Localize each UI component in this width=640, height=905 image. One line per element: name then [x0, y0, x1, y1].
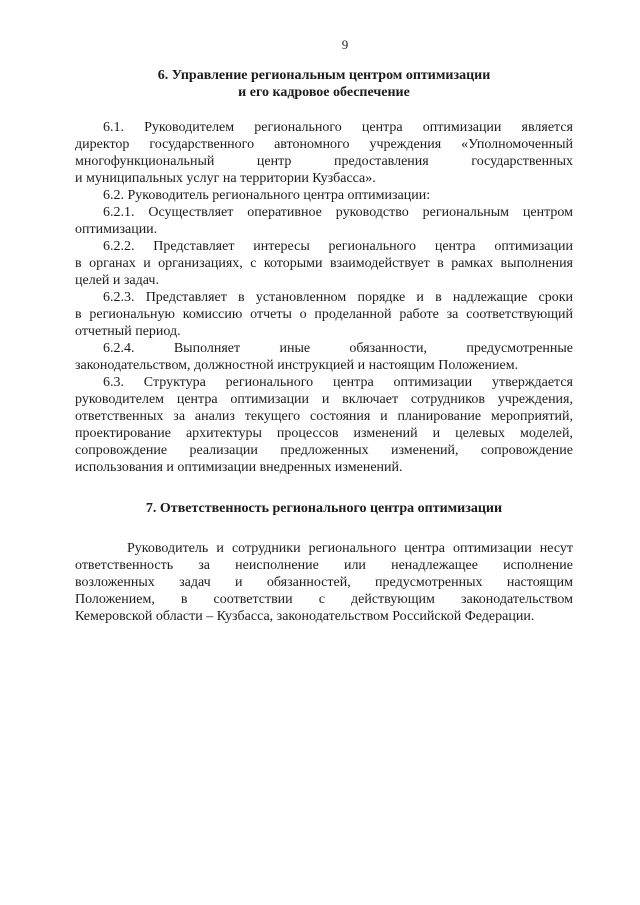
text-line: использования и оптимизации внедренных изменений.	[75, 460, 403, 475]
section-7-heading-line-1: 7. Ответственность регионального центра оптимизации	[145, 501, 503, 516]
page-number: 9	[341, 37, 349, 52]
text-line: 6.2.4. Выполняет иные обязанности, предусмотренные	[103, 341, 573, 356]
section-6-heading	[75, 67, 573, 101]
text-line: руководителем центра оптимизации и включает сотрудников учреждения,	[75, 392, 573, 407]
text-line: 6.2. Руководитель регионального центра оптимизации:	[103, 188, 431, 203]
text-line: 6.2.2. Представляет интересы регионального центра оптимизации	[103, 239, 573, 254]
paragraph-6-2-3	[75, 289, 573, 340]
paragraph-6-2-2	[75, 238, 573, 289]
text-line: в органах и организациях, с которыми взаимодействует в рамках выполнения	[75, 256, 573, 271]
text-line: ответственность за неисполнение или ненадлежащее исполнение	[75, 558, 573, 573]
paragraph-6-2	[75, 187, 573, 204]
paragraph-6-2-1	[75, 204, 573, 238]
section-6-heading-line-1: 6. Управление региональным центром оптимизации	[157, 68, 491, 83]
text-line: в региональную комиссию отчеты о проделанной работе за соответствующий	[75, 307, 573, 322]
text-line: Положением, в соответствии с действующим законодательством	[75, 592, 573, 607]
text-line: и муниципальных услуг на территории Кузбасса».	[75, 171, 376, 186]
paragraph-6-3	[75, 374, 573, 476]
text-line: 6.1. Руководителем регионального центра оптимизации является	[103, 120, 573, 135]
text-line: оптимизации.	[75, 222, 158, 237]
paragraph-6-1	[75, 119, 573, 187]
text-line: проектирование архитектуры процессов изменений и целевых моделей,	[75, 426, 573, 441]
text-line: 6.2.3. Представляет в установленном порядке и в надлежащие сроки	[103, 290, 573, 305]
text-line: целей и задач.	[75, 273, 159, 288]
text-line: Руководитель и сотрудники регионального центра оптимизации несут	[127, 541, 573, 556]
paragraph-6-2-4	[75, 340, 573, 374]
text-line: многофункциональный центр предоставления государственных	[75, 154, 573, 169]
section-7-heading	[75, 500, 573, 517]
text-block	[75, 36, 573, 625]
text-line: ответственных за анализ текущего состояния и планирование мероприятий,	[75, 409, 573, 424]
text-line: Кемеровской области – Кузбасса, законодательством Российской Федерации.	[75, 609, 535, 624]
text-line: возложенных задач и обязанностей, предусмотренных настоящим	[75, 575, 573, 590]
text-line: сопровождение реализации предложенных изменений, сопровождение	[75, 443, 573, 458]
text-line: законодательством, должностной инструкцией и настоящим Положением.	[75, 358, 519, 373]
text-line: отчетный период.	[75, 324, 181, 339]
paragraph-7	[75, 540, 573, 625]
section-6-heading-line-2: и его кадровое обеспечение	[238, 85, 410, 100]
text-line: 6.3. Структура регионального центра оптимизации утверждается	[103, 375, 573, 390]
text-line: 6.2.1. Осуществляет оперативное руководство региональным центром	[103, 205, 573, 220]
text-line: директор государственного автономного учреждения «Уполномоченный	[75, 137, 573, 152]
